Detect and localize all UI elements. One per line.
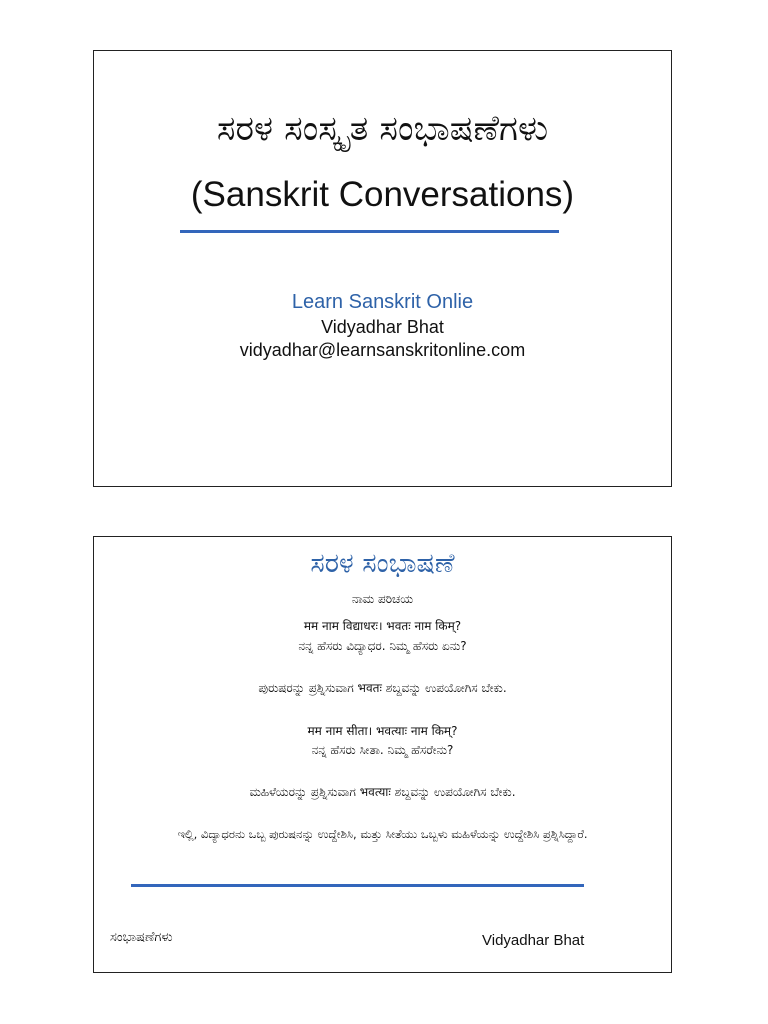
footer-author: Vidyadhar Bhat <box>482 932 585 949</box>
kannada-translation-1: ನನ್ನ ಹೆಸರು ವಿದ್ಯಾಧರ. ನಿಮ್ಮ ಹೆಸರು ಏನು? <box>298 639 467 653</box>
section-label: ನಾಮ ಪರಿಚಯ <box>351 592 414 606</box>
organization-name: Learn Sanskrit Onlie <box>291 291 474 313</box>
author-email: vidyadhar@learnsanskritonline.com <box>239 340 526 360</box>
footer-topic: ಸಂಭಾಷಣೆಗಳು <box>110 930 173 945</box>
slide-heading: ಸರಳ ಸಂಭಾಷಣೆ <box>310 548 455 579</box>
slide-title-english: (Sanskrit Conversations) <box>190 175 575 214</box>
sanskrit-line-1: मम नाम विद्याधरः। भवतः नाम किम्? <box>303 619 462 633</box>
title-divider <box>180 230 559 233</box>
slide-title-kannada: ಸರಳ ಸಂಸ್ಕೃತ ಸಂಭಾಷಣೆಗಳು <box>216 109 549 149</box>
footer-divider <box>131 884 584 887</box>
explanation-note: ಇಲ್ಲಿ, ವಿದ್ಯಾಧರನು ಒಬ್ಬ ಪುರುಷನನ್ನು ಉದ್ದೇಶಿಸಿ, ಮತ್ತು ಸೀತೆಯು ಒಬ್ಬಳು ಮಹಿಳೆಯನ್ನು ಉದ್ದೇಶಿಸಿ ಪ್ರಶ್ನಿಸಿದ್ದಾರೆ. <box>177 827 588 841</box>
kannada-translation-2: ನನ್ನ ಹೆಸರು ಸೀತಾ. ನಿಮ್ಮ ಹೆಸರೇನು? <box>311 743 454 757</box>
author-name: Vidyadhar Bhat <box>321 317 444 337</box>
sanskrit-line-2: मम नाम सीता। भवत्याः नाम किम्? <box>307 724 458 738</box>
slide-conversation <box>93 536 672 973</box>
usage-note-feminine: ಮಹಿಳೆಯರನ್ನು ಪ್ರಶ್ನಿಸುವಾಗ भवत्याः ಶಬ್ದವನ್ನು ಉಪಯೋಗಿಸ ಬೇಕು. <box>249 785 516 799</box>
slide-title <box>93 50 672 487</box>
usage-note-masculine: ಪುರುಷರನ್ನು ಪ್ರಶ್ನಿಸುವಾಗ भवतः ಶಬ್ದವನ್ನು ಉಪಯೋಗಿಸ ಬೇಕು. <box>258 681 507 695</box>
